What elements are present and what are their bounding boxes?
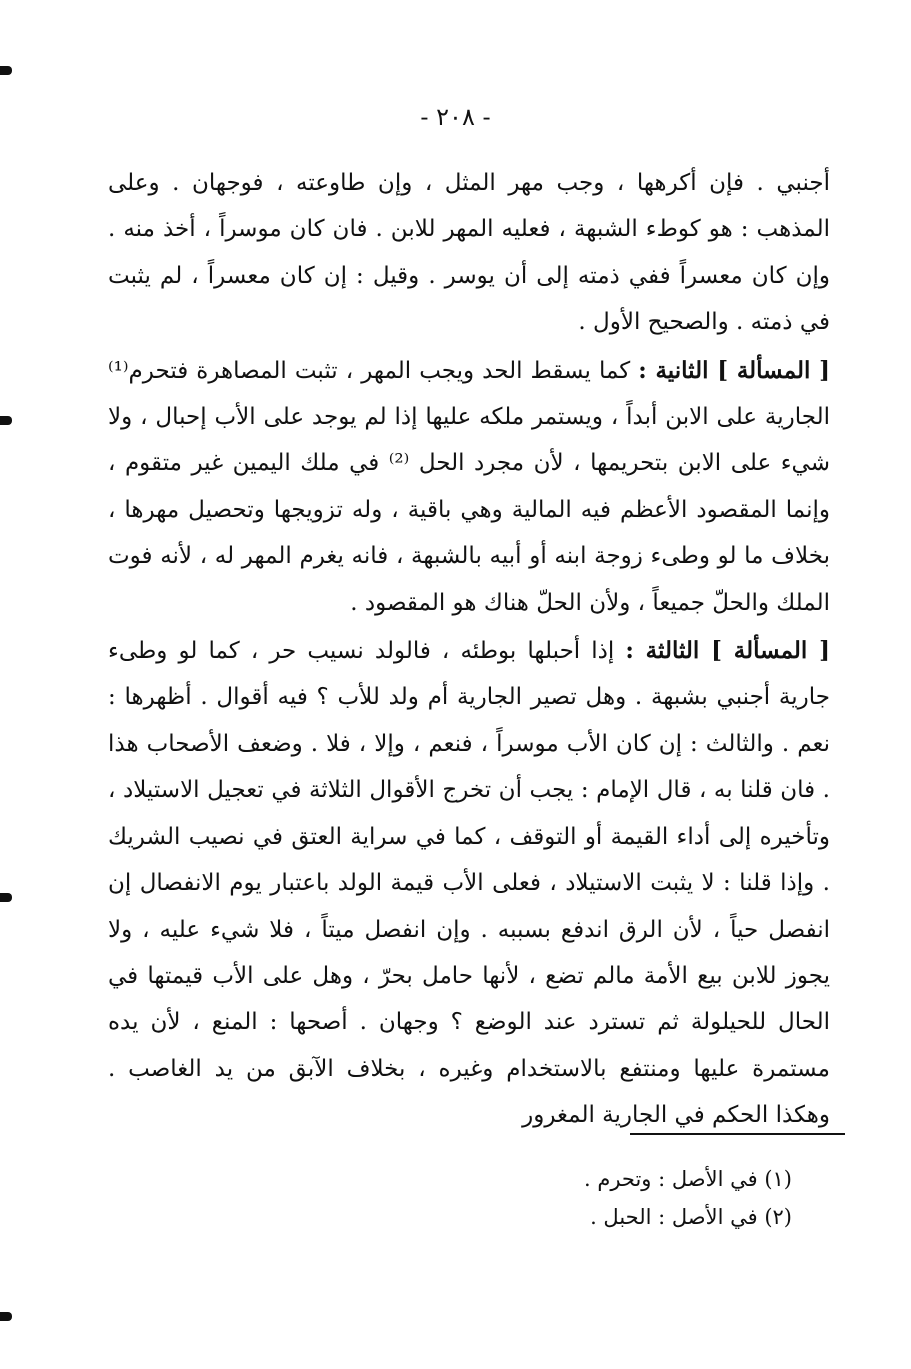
footnote-1: (١) في الأصل : وتحرم .: [583, 1167, 792, 1191]
scan-edge-mark: [0, 416, 12, 425]
paragraph-text: كما يسقط الحد ويجب المهر ، تثبت المصاهرة فتحرم⁽¹⁾ الجارية على الابن أبداً ، ويستمر ملكه عليها إذا لم يوجد على الأب إحبال ، ولا شيء على الابن بتحريمها ، لأن مجرد الحل ⁽²⁾ في ملك اليمين غير متقوم ، وإنما المقصود الأعظم فيه المالية وهي باقية ، وله تزويجها وتحصيل مهرها ، بخلاف ما لو وطىء زوجة ابنه أو أبيه بالشبهة ، فانه يغرم المهر له ، لأنه فوت الملك والحلّ جميعاً ، ولأن الحلّ هناك هو المقصود .: [108, 357, 830, 616]
paragraph-text: أجنبي . فإن أكرهها ، وجب مهر المثل ، وإن طاوعته ، فوجهان . وعلى المذهب : هو كوطء الشبهة ، فعليه المهر للابن . فان كان موسراً ، أخذ منه . وإن كان معسراً ففي ذمته إلى أن يوسر . وقيل : إن كان معسراً ، لم يثبت في ذمته . والصحيح الأول .: [108, 170, 830, 336]
scan-edge-mark: [0, 893, 12, 902]
paragraph-2: [108, 348, 830, 626]
paragraph-text: إذا أحبلها بوطئه ، فالولد نسيب حر ، كما لو وطىء جارية أجنبي بشبهة . وهل تصير الجارية أم ولد للأب ؟ فيه أقوال . أظهرها : نعم . والثالث : إن كان الأب موسراً ، فنعم ، وإلا ، فلا . وضعف الأصحاب هذا . فان قلنا به ، قال الإمام : يجب أن تخرج الأقوال الثلاثة في تعجيل الاستيلاد ، وتأخيره إلى أداء القيمة أو التوقف ، كما في سراية العتق في نصيب الشريك . وإذا قلنا : لا يثبت الاستيلاد ، فعلى الأب قيمة الولد باعتبار يوم الانفصال إن انفصل حياً ، لأن الرق اندفع بسببه . وإن انفصل ميتاً ، فلا شيء عليه ، ولا يجوز للابن بيع الأمة مالم تضع ، لأنها حامل بحرّ ، وهل على الأب قيمتها في الحال للحيلولة ثم تسترد عند الوضع ؟ وجهان . أصحها : المنع ، لأن يده مستمرة عليها ومنتفع بالاستخدام وغيره ، بخلاف الآبق من يد الغاصب . وهكذا الحكم في الجارية المغرور: [108, 638, 830, 1129]
issue-heading-third: [ المسألة ] الثالثة :: [625, 637, 830, 665]
scan-edge-mark: [0, 1312, 12, 1321]
footnote-2: (٢) في الأصل : الحبل .: [590, 1205, 792, 1229]
paragraph-1: [108, 160, 830, 346]
page-number: - ٢٠٨ -: [420, 103, 491, 131]
main-text: [108, 160, 830, 1139]
footnote-separator: [630, 1133, 845, 1135]
footnotes: [300, 1160, 792, 1236]
paragraph-3: [108, 628, 830, 1138]
issue-heading-second: [ المسألة ] الثانية :: [638, 356, 830, 384]
scan-edge-mark: [0, 66, 12, 75]
